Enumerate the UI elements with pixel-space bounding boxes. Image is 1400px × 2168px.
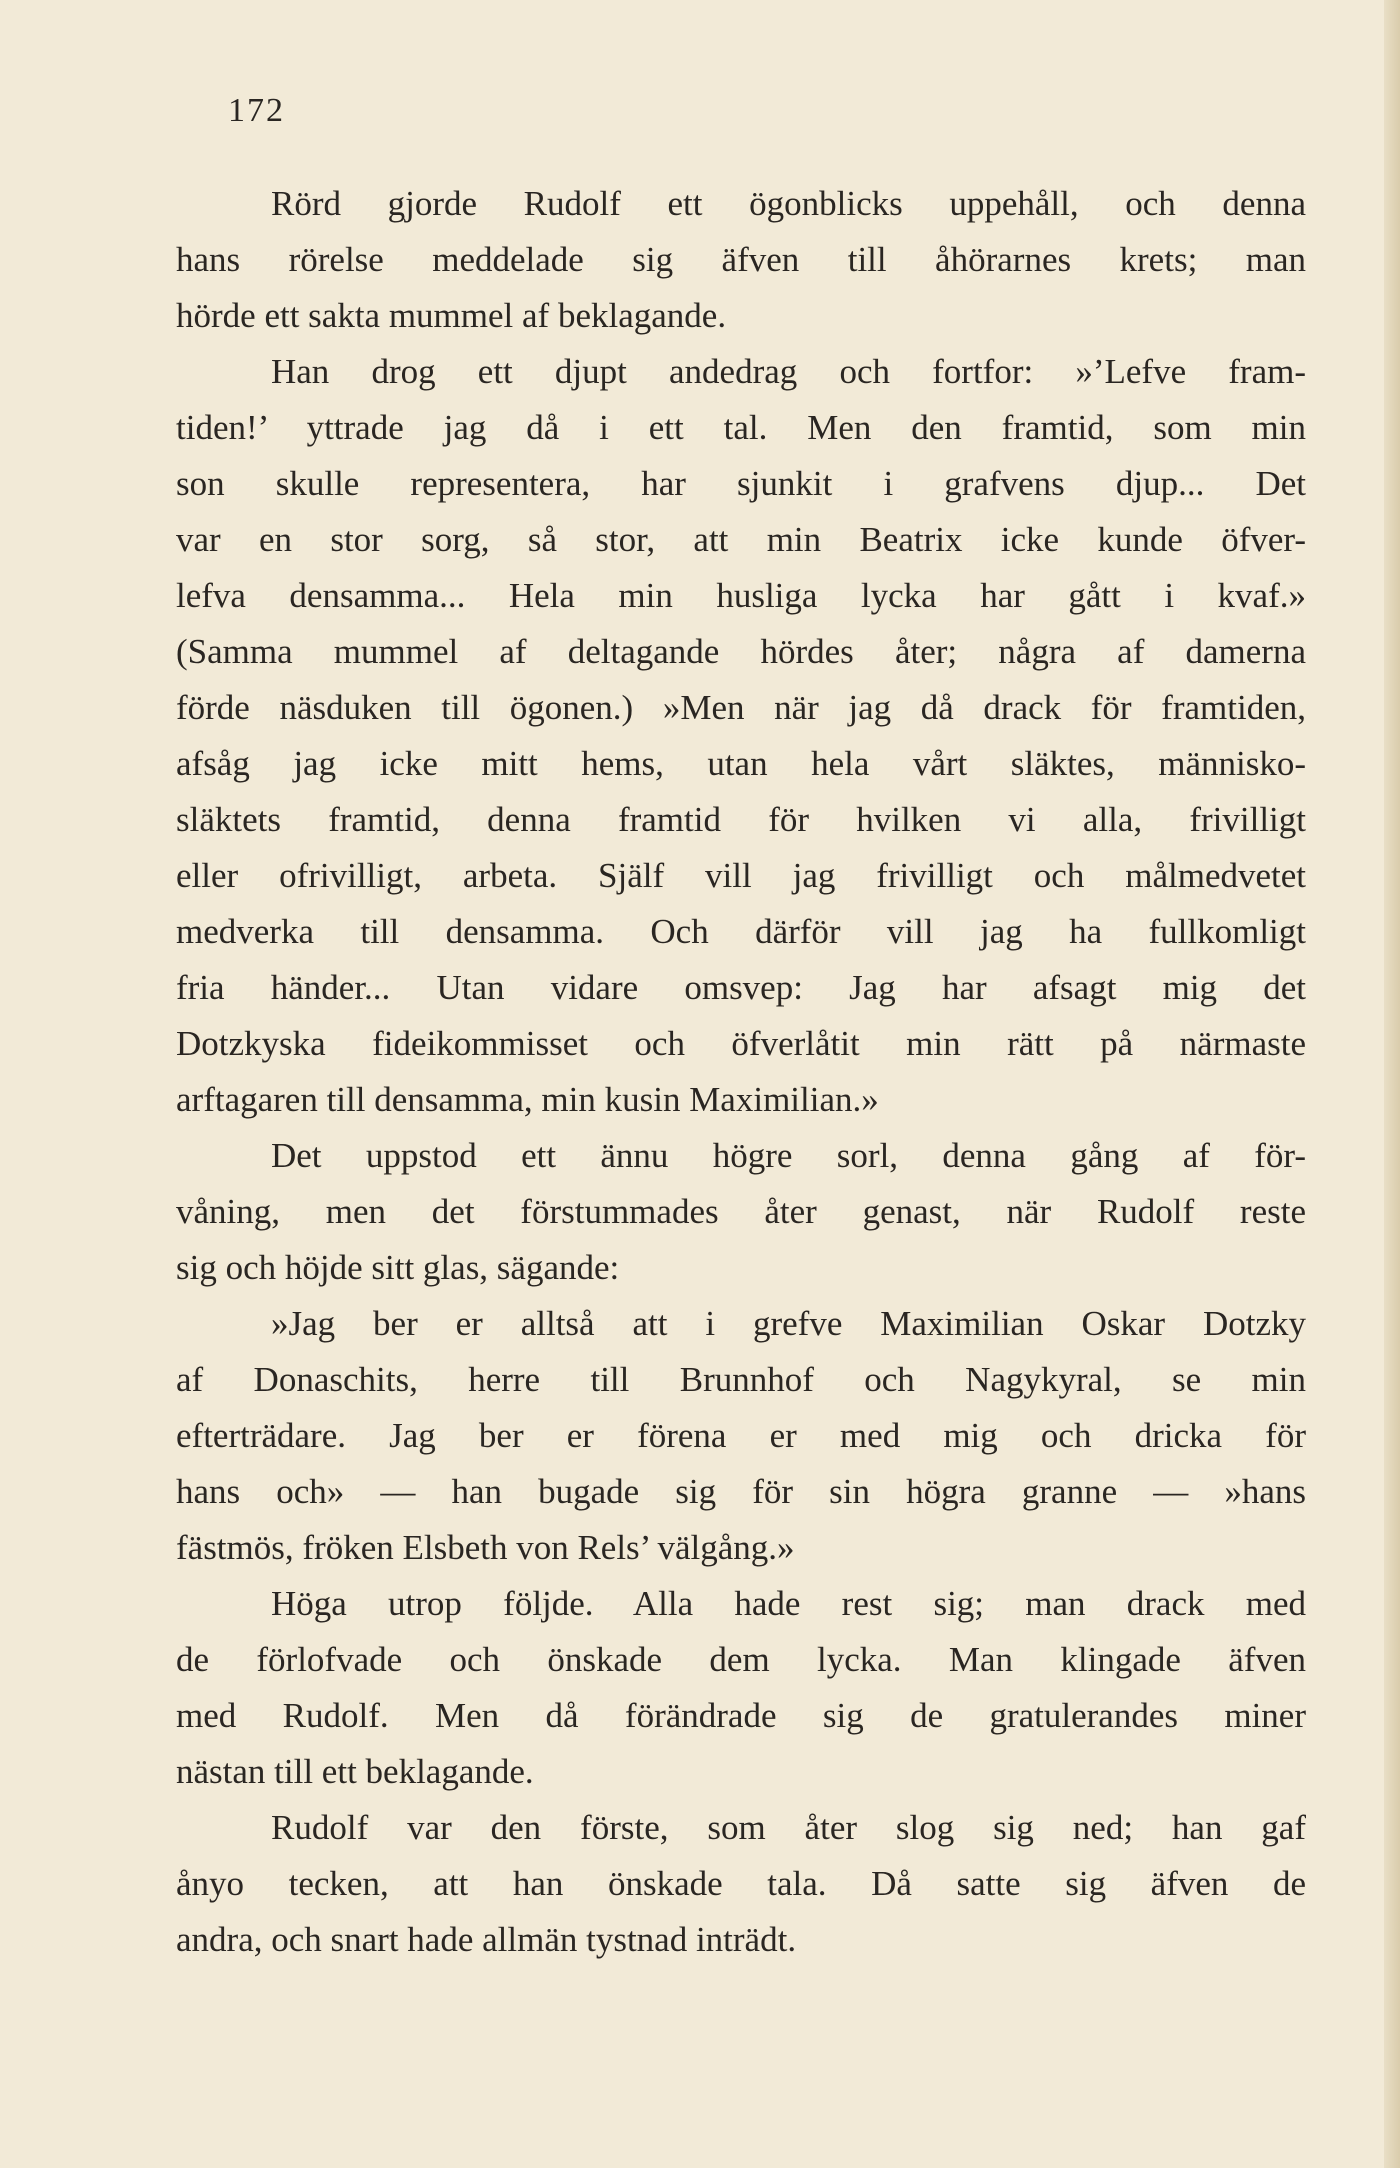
text-line: med Rudolf. Men då förändrade sig de gratulerandes miner (176, 1696, 1306, 1735)
page-number: 172 (228, 92, 285, 129)
text-line: (Samma mummel af deltagande hördes åter; några af damerna (176, 632, 1306, 671)
text-line: hans och» — han bugade sig för sin högra granne — »hans (176, 1472, 1306, 1511)
text-line: var en stor sorg, så stor, att min Beatrix icke kunde öfver- (176, 520, 1306, 559)
text-line: andra, och snart hade allmän tystnad inträdt. (176, 1920, 797, 1959)
text-line: medverka till densamma. Och därför vill jag ha fullkomligt (176, 912, 1306, 951)
text-line: fria händer... Utan vidare omsvep: Jag har afsagt mig det (176, 968, 1306, 1007)
page-edge (1384, 0, 1400, 2168)
text-line: förde näsduken till ögonen.) »Men när jag då drack för framtiden, (176, 688, 1306, 727)
text-line: de förlofvade och önskade dem lycka. Man klingade äfven (176, 1640, 1306, 1679)
text-line: af Donaschits, herre till Brunnhof och Nagykyral, se min (176, 1360, 1306, 1399)
text-line: Höga utrop följde. Alla hade rest sig; man drack med (271, 1584, 1306, 1623)
text-line: lefva densamma... Hela min husliga lycka har gått i kvaf.» (176, 576, 1306, 615)
text-line: afsåg jag icke mitt hems, utan hela vårt släktes, människo- (176, 744, 1306, 783)
text-line: släktets framtid, denna framtid för hvilken vi alla, frivilligt (176, 800, 1306, 839)
body-text (176, 176, 1306, 1968)
text-line: Rörd gjorde Rudolf ett ögonblicks uppehåll, och denna (271, 184, 1306, 223)
text-line: Han drog ett djupt andedrag och fortfor: »’Lefve fram- (271, 352, 1306, 391)
text-line: Rudolf var den förste, som åter slog sig ned; han gaf (271, 1808, 1306, 1847)
text-line: våning, men det förstummades åter genast, när Rudolf reste (176, 1192, 1306, 1231)
text-line: fästmös, fröken Elsbeth von Rels’ välgång.» (176, 1528, 795, 1567)
text-line: eller ofrivilligt, arbeta. Själf vill jag frivilligt och målmedvetet (176, 856, 1306, 895)
text-line: efterträdare. Jag ber er förena er med mig och dricka för (176, 1416, 1306, 1455)
text-line: sig och höjde sitt glas, sägande: (176, 1248, 620, 1287)
text-line: hans rörelse meddelade sig äfven till åhörarnes krets; man (176, 240, 1306, 279)
text-line: son skulle representera, har sjunkit i grafvens djup... Det (176, 464, 1306, 503)
text-line: Dotzkyska fideikommisset och öfverlåtit min rätt på närmaste (176, 1024, 1306, 1063)
text-line: tiden!’ yttrade jag då i ett tal. Men den framtid, som min (176, 408, 1306, 447)
text-line: hörde ett sakta mummel af beklagande. (176, 296, 727, 335)
text-line: nästan till ett beklagande. (176, 1752, 534, 1791)
text-line: »Jag ber er alltså att i grefve Maximilian Oskar Dotzky (271, 1304, 1306, 1343)
text-line: Det uppstod ett ännu högre sorl, denna gång af för- (271, 1136, 1306, 1175)
text-line: ånyo tecken, att han önskade tala. Då satte sig äfven de (176, 1864, 1306, 1903)
text-line: arftagaren till densamma, min kusin Maximilian.» (176, 1080, 879, 1119)
